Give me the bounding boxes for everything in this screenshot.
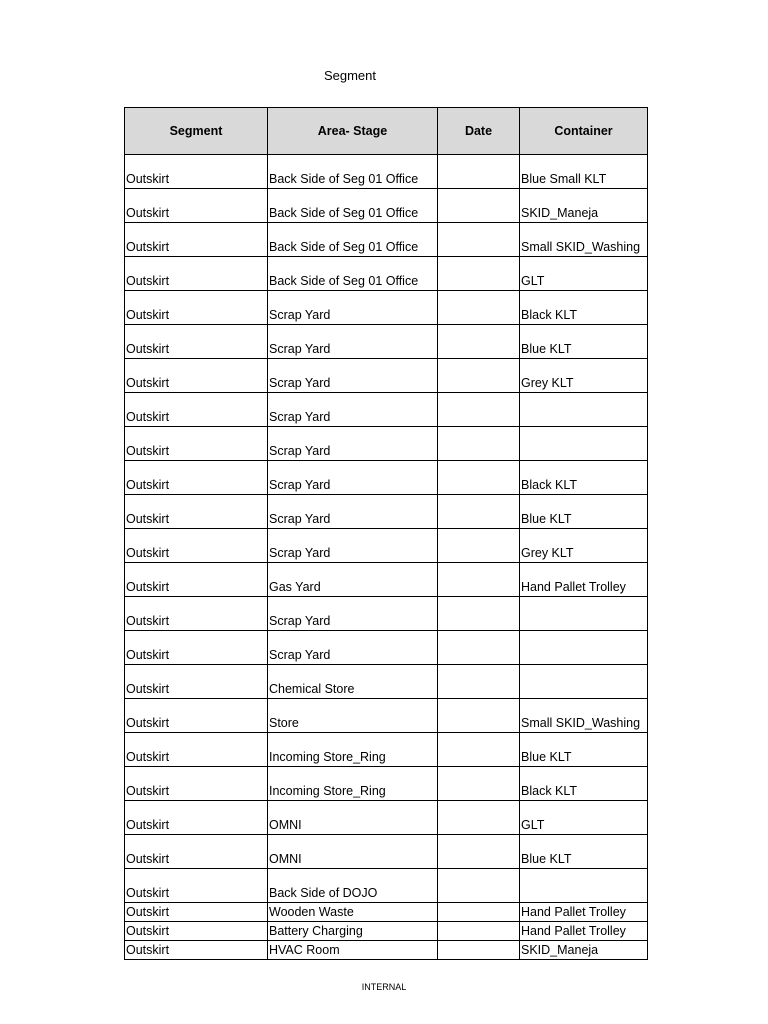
cell-container: Black KLT: [520, 767, 648, 801]
table-row: [125, 189, 648, 223]
cell-container: Grey KLT: [520, 529, 648, 563]
cell-segment: Outskirt: [125, 835, 268, 869]
cell-date: [438, 941, 520, 960]
cell-segment: Outskirt: [125, 801, 268, 835]
cell-date: [438, 699, 520, 733]
cell-segment: Outskirt: [125, 393, 268, 427]
cell-date: [438, 563, 520, 597]
cell-segment: Outskirt: [125, 189, 268, 223]
cell-date: [438, 291, 520, 325]
cell-container: [520, 665, 648, 699]
table-row: [125, 903, 648, 922]
cell-date: [438, 393, 520, 427]
cell-segment: Outskirt: [125, 767, 268, 801]
cell-segment: Outskirt: [125, 869, 268, 903]
table-row: [125, 359, 648, 393]
table-row: [125, 427, 648, 461]
cell-date: [438, 223, 520, 257]
cell-container: SKID_Maneja: [520, 941, 648, 960]
cell-area-stage: Gas Yard: [268, 563, 438, 597]
cell-area-stage: Battery Charging: [268, 922, 438, 941]
table-row: [125, 869, 648, 903]
cell-date: [438, 733, 520, 767]
cell-container: GLT: [520, 257, 648, 291]
cell-segment: Outskirt: [125, 223, 268, 257]
cell-container: Blue KLT: [520, 733, 648, 767]
cell-segment: Outskirt: [125, 325, 268, 359]
cell-container: Blue KLT: [520, 325, 648, 359]
cell-area-stage: Back Side of Seg 01 Office: [268, 155, 438, 189]
cell-container: [520, 631, 648, 665]
cell-container: GLT: [520, 801, 648, 835]
cell-area-stage: Incoming Store_Ring: [268, 733, 438, 767]
table-row: [125, 941, 648, 960]
cell-container: [520, 393, 648, 427]
table-row: [125, 665, 648, 699]
cell-area-stage: Scrap Yard: [268, 461, 438, 495]
cell-segment: Outskirt: [125, 291, 268, 325]
footer-classification: INTERNAL: [361, 982, 407, 992]
cell-area-stage: OMNI: [268, 835, 438, 869]
cell-area-stage: Incoming Store_Ring: [268, 767, 438, 801]
cell-segment: Outskirt: [125, 359, 268, 393]
cell-area-stage: Back Side of Seg 01 Office: [268, 223, 438, 257]
cell-area-stage: Wooden Waste: [268, 903, 438, 922]
cell-area-stage: Scrap Yard: [268, 359, 438, 393]
table-row: [125, 155, 648, 189]
cell-area-stage: HVAC Room: [268, 941, 438, 960]
cell-date: [438, 189, 520, 223]
table-row: [125, 733, 648, 767]
header-area-stage: Area- Stage: [268, 108, 438, 155]
cell-container: Small SKID_Washing: [520, 699, 648, 733]
cell-container: Blue Small KLT: [520, 155, 648, 189]
table-row: [125, 291, 648, 325]
cell-segment: Outskirt: [125, 733, 268, 767]
cell-segment: Outskirt: [125, 922, 268, 941]
table-row: [125, 767, 648, 801]
cell-date: [438, 922, 520, 941]
table-row: [125, 529, 648, 563]
header-container: Container: [520, 108, 648, 155]
cell-segment: Outskirt: [125, 941, 268, 960]
cell-date: [438, 461, 520, 495]
table-row: [125, 597, 648, 631]
header-date: Date: [438, 108, 520, 155]
cell-date: [438, 801, 520, 835]
cell-date: [438, 631, 520, 665]
table-row: [125, 631, 648, 665]
cell-segment: Outskirt: [125, 597, 268, 631]
cell-date: [438, 155, 520, 189]
table-row: [125, 461, 648, 495]
cell-date: [438, 597, 520, 631]
cell-date: [438, 903, 520, 922]
cell-container: Hand Pallet Trolley: [520, 922, 648, 941]
cell-segment: Outskirt: [125, 665, 268, 699]
cell-area-stage: Chemical Store: [268, 665, 438, 699]
cell-date: [438, 869, 520, 903]
cell-date: [438, 767, 520, 801]
cell-area-stage: Scrap Yard: [268, 597, 438, 631]
cell-area-stage: Store: [268, 699, 438, 733]
cell-segment: Outskirt: [125, 903, 268, 922]
cell-container: Blue KLT: [520, 835, 648, 869]
cell-date: [438, 495, 520, 529]
cell-container: [520, 869, 648, 903]
cell-segment: Outskirt: [125, 257, 268, 291]
cell-container: Hand Pallet Trolley: [520, 563, 648, 597]
table-row: [125, 257, 648, 291]
cell-segment: Outskirt: [125, 699, 268, 733]
cell-area-stage: OMNI: [268, 801, 438, 835]
segment-table: [124, 107, 648, 960]
cell-container: [520, 427, 648, 461]
table-header-row: [125, 108, 648, 155]
table-body: [125, 155, 648, 960]
cell-date: [438, 529, 520, 563]
cell-area-stage: Back Side of Seg 01 Office: [268, 257, 438, 291]
header-segment: Segment: [125, 108, 268, 155]
cell-area-stage: Scrap Yard: [268, 393, 438, 427]
cell-container: Black KLT: [520, 291, 648, 325]
cell-area-stage: Scrap Yard: [268, 631, 438, 665]
table-row: [125, 223, 648, 257]
table-row: [125, 325, 648, 359]
cell-container: Black KLT: [520, 461, 648, 495]
cell-area-stage: Scrap Yard: [268, 325, 438, 359]
cell-container: Blue KLT: [520, 495, 648, 529]
cell-date: [438, 325, 520, 359]
cell-segment: Outskirt: [125, 155, 268, 189]
table-row: [125, 393, 648, 427]
cell-container: [520, 597, 648, 631]
cell-date: [438, 427, 520, 461]
cell-segment: Outskirt: [125, 563, 268, 597]
cell-segment: Outskirt: [125, 461, 268, 495]
table-row: [125, 495, 648, 529]
cell-area-stage: Back Side of DOJO: [268, 869, 438, 903]
cell-container: Small SKID_Washing: [520, 223, 648, 257]
cell-segment: Outskirt: [125, 427, 268, 461]
table-row: [125, 835, 648, 869]
cell-container: Hand Pallet Trolley: [520, 903, 648, 922]
cell-segment: Outskirt: [125, 529, 268, 563]
cell-date: [438, 665, 520, 699]
cell-area-stage: Scrap Yard: [268, 529, 438, 563]
cell-date: [438, 257, 520, 291]
page-title: Segment: [323, 68, 377, 83]
cell-area-stage: Back Side of Seg 01 Office: [268, 189, 438, 223]
table-row: [125, 563, 648, 597]
cell-area-stage: Scrap Yard: [268, 427, 438, 461]
table-row: [125, 922, 648, 941]
cell-container: Grey KLT: [520, 359, 648, 393]
cell-segment: Outskirt: [125, 495, 268, 529]
table-row: [125, 699, 648, 733]
table-row: [125, 801, 648, 835]
cell-date: [438, 835, 520, 869]
cell-segment: Outskirt: [125, 631, 268, 665]
cell-date: [438, 359, 520, 393]
cell-area-stage: Scrap Yard: [268, 495, 438, 529]
cell-area-stage: Scrap Yard: [268, 291, 438, 325]
cell-container: SKID_Maneja: [520, 189, 648, 223]
